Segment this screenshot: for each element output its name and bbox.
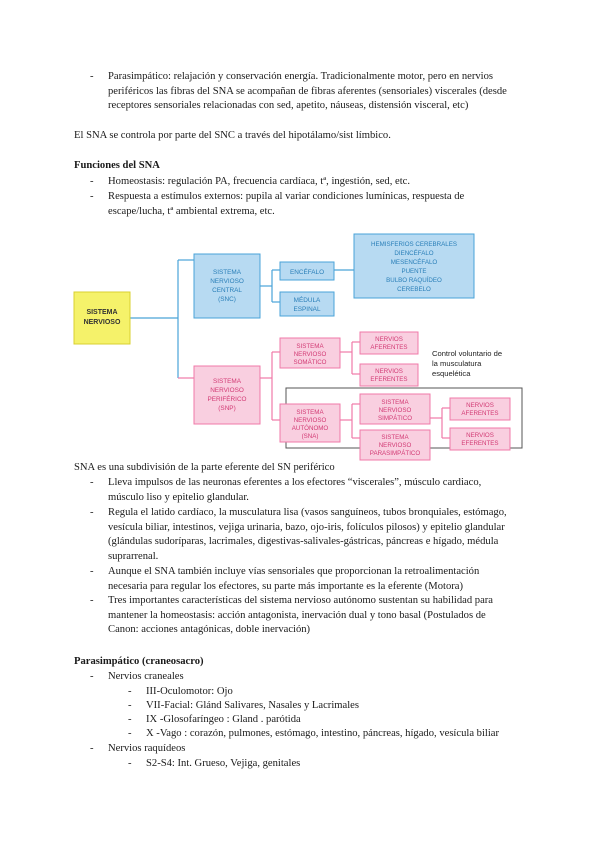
parasimpatico-label: SISTEMA bbox=[381, 434, 409, 441]
autonomo-label: NERVIOSO bbox=[293, 417, 327, 424]
funcion-item bbox=[108, 175, 526, 190]
bullet-dash: - bbox=[90, 595, 94, 606]
snp-label: PERIFÉRICO bbox=[207, 396, 247, 403]
snp-label: SISTEMA bbox=[212, 378, 242, 385]
snp-box bbox=[194, 366, 260, 424]
bullet-dash: - bbox=[90, 191, 94, 202]
sna-item bbox=[108, 565, 526, 594]
snp-label: (SNP) bbox=[218, 405, 236, 412]
autonomo-label: (SNA) bbox=[301, 433, 319, 440]
sna-item bbox=[108, 594, 526, 638]
simpatico-label: NERVIOSO bbox=[378, 407, 412, 414]
nerve-item: VII-Facial: Glánd Salivares, Nasales y Lacrimales bbox=[146, 700, 359, 711]
sistema-nervioso-label: SISTEMA bbox=[86, 309, 118, 316]
snc-label: (SNC) bbox=[218, 296, 236, 303]
text-line: (glándulas sudoríparas, lacrimales, digestivas-salivales-gástricas, páncreas e hígado, médula bbox=[108, 536, 499, 548]
nerve-item: III-Oculomotor: Ojo bbox=[146, 686, 233, 697]
encefalo-part: MESENCÉFALO bbox=[390, 259, 438, 266]
bullet-dash: - bbox=[90, 477, 94, 488]
control-voluntario-text: la musculatura bbox=[432, 359, 482, 368]
bullet-dash: - bbox=[90, 743, 94, 754]
text-line: Tres importantes características del sistema nervioso autónomo sustentan su habilidad para bbox=[108, 595, 494, 606]
sna-intro: SNA es una subdivisión de la parte eferente del SN periférico bbox=[74, 462, 335, 473]
sna-item bbox=[108, 506, 526, 564]
nervios-eferentes-label: EFERENTES bbox=[461, 440, 499, 447]
snp-label: NERVIOSO bbox=[210, 387, 244, 394]
parasimpatico-label: NERVIOSO bbox=[378, 442, 412, 449]
somatico-label: SOMÁTICO bbox=[293, 359, 327, 366]
simpatico-label: SIMPÁTICO bbox=[377, 415, 413, 422]
bullet-dash: - bbox=[90, 71, 94, 82]
autonomo-label: SISTEMA bbox=[296, 409, 324, 416]
bullet-dash: - bbox=[90, 176, 94, 187]
bullet-dash: - bbox=[90, 507, 94, 518]
text-line: mantener la homeostasis: acción antagonista, inervación dual y tono basal (Postulados de bbox=[108, 609, 486, 621]
control-sentence: El SNA se controla por parte del SNC a través del hipotálamo/sist límbico. bbox=[74, 130, 391, 141]
medula-label: ESPINAL bbox=[293, 306, 321, 313]
nervios-eferentes-label: NERVIOS bbox=[375, 368, 403, 375]
encefalo-part: DIENCÉFALO bbox=[394, 250, 434, 257]
bullet-dash: - bbox=[90, 671, 94, 682]
nervios-raquideos-label: Nervios raquídeos bbox=[108, 743, 186, 754]
snc-label: CENTRAL bbox=[212, 287, 242, 294]
encefalo-part: BULBO RAQUÍDEO bbox=[386, 277, 442, 284]
nerve-item: S2-S4: Int. Grueso, Vejiga, genitales bbox=[146, 758, 301, 769]
bullet-dash: - bbox=[90, 566, 94, 577]
text-line: receptores sensoriales relacionadas con sed, apetito, náuseas, distensión visceral, etc) bbox=[108, 100, 469, 112]
nerve-item: X -Vago : corazón, pulmones, estómago, intestino, páncreas, hígado, vesícula biliar bbox=[146, 728, 500, 739]
text-line: Canon: acciones antagónicas, doble inervación) bbox=[108, 624, 311, 636]
somatico-label: NERVIOSO bbox=[293, 351, 327, 358]
sub-bullet-dash: - bbox=[128, 686, 132, 697]
nervios-aferentes-label: AFERENTES bbox=[461, 410, 499, 417]
encefalo-part: HEMISFERIOS CEREBRALES bbox=[371, 241, 457, 248]
autonomo-label: AUTÓNOMO bbox=[291, 425, 329, 432]
nervios-eferentes-label: EFERENTES bbox=[370, 376, 408, 383]
text-line: Respuesta a estímulos externos: pupila al variar condiciones lumínicas, respuesta de bbox=[108, 191, 465, 202]
snc-label: SISTEMA bbox=[212, 269, 242, 276]
text-line: necesaria para regular los efectores, su parte más importante es la eferente (Motora) bbox=[108, 580, 464, 592]
text-line: Lleva impulsos de las neuronas eferentes a los efectores “viscerales”, músculo cardiaco, bbox=[108, 477, 482, 488]
medula-label: MÉDULA bbox=[293, 297, 321, 304]
text-line: Parasimpático: relajación y conservación energía. Tradicionalmente motor, pero en nervios bbox=[108, 71, 494, 82]
simpatico-label: SISTEMA bbox=[381, 399, 409, 406]
control-voluntario-text: esquelética bbox=[432, 369, 471, 378]
nerve-item: IX -Glosofaríngeo : Gland . parótida bbox=[146, 714, 301, 725]
sub-bullet-dash: - bbox=[128, 728, 132, 739]
nervios-aferentes-label: NERVIOS bbox=[466, 402, 494, 409]
nervios-aferentes-label: AFERENTES bbox=[370, 344, 408, 351]
text-line: periféricos las fibras del SNA se acompañan de fibras aferentes (sensoriales) viscerales (desde bbox=[108, 85, 507, 97]
sub-bullet-dash: - bbox=[128, 700, 132, 711]
section-heading-funciones: Funciones del SNA bbox=[74, 160, 160, 171]
text-line: vesícula biliar, intestinos, vejiga urinaria, bazo, ojo-iris, folículos pilosos) y epitelio glandular bbox=[108, 521, 505, 533]
snc-box bbox=[194, 254, 260, 318]
encefalo-part: PUENTE bbox=[401, 268, 427, 275]
text-line: Regula el latido cardíaco, la musculatura lisa (vasos sanguíneos, tubos bronquiales, estómago, bbox=[108, 507, 507, 518]
text-line: suprarrenal. bbox=[108, 550, 159, 562]
section-heading-parasimpatico: Parasimpático (craneosacro) bbox=[74, 656, 204, 667]
parasimpatico-intro-bullet bbox=[108, 70, 526, 114]
encefalo-label: ENCÉFALO bbox=[289, 269, 325, 276]
text-line: Homeostasis: regulación PA, frecuencia cardíaca, tª, ingestión, sed, etc. bbox=[108, 176, 410, 187]
parasimpatico-label: PARASIMPÁTICO bbox=[369, 450, 421, 457]
sna-item bbox=[108, 476, 526, 505]
somatico-label: SISTEMA bbox=[296, 343, 324, 350]
diagram-svg bbox=[74, 228, 526, 457]
nervios-craneales-label: Nervios craneales bbox=[108, 671, 184, 682]
nervios-eferentes-label: NERVIOS bbox=[466, 432, 494, 439]
sub-bullet-dash: - bbox=[128, 758, 132, 769]
encefalo-part: CEREBELO bbox=[397, 286, 431, 293]
funcion-item bbox=[108, 190, 526, 219]
snc-label: NERVIOSO bbox=[210, 278, 244, 285]
nervous-system-diagram bbox=[74, 228, 526, 457]
control-voluntario-text: Control voluntario de bbox=[432, 349, 503, 358]
sistema-nervioso-box bbox=[74, 292, 130, 344]
text-line: músculo liso y epitelio glandular. bbox=[108, 491, 249, 503]
sub-bullet-dash: - bbox=[128, 714, 132, 725]
text-line: escape/lucha, tª ambiental extrema, etc. bbox=[108, 205, 275, 217]
sistema-nervioso-label: NERVIOSO bbox=[83, 319, 121, 326]
text-line: Aunque el SNA también incluye vías sensoriales que proporcionan la retroalimentación bbox=[108, 566, 480, 577]
nervios-aferentes-label: NERVIOS bbox=[375, 336, 403, 343]
